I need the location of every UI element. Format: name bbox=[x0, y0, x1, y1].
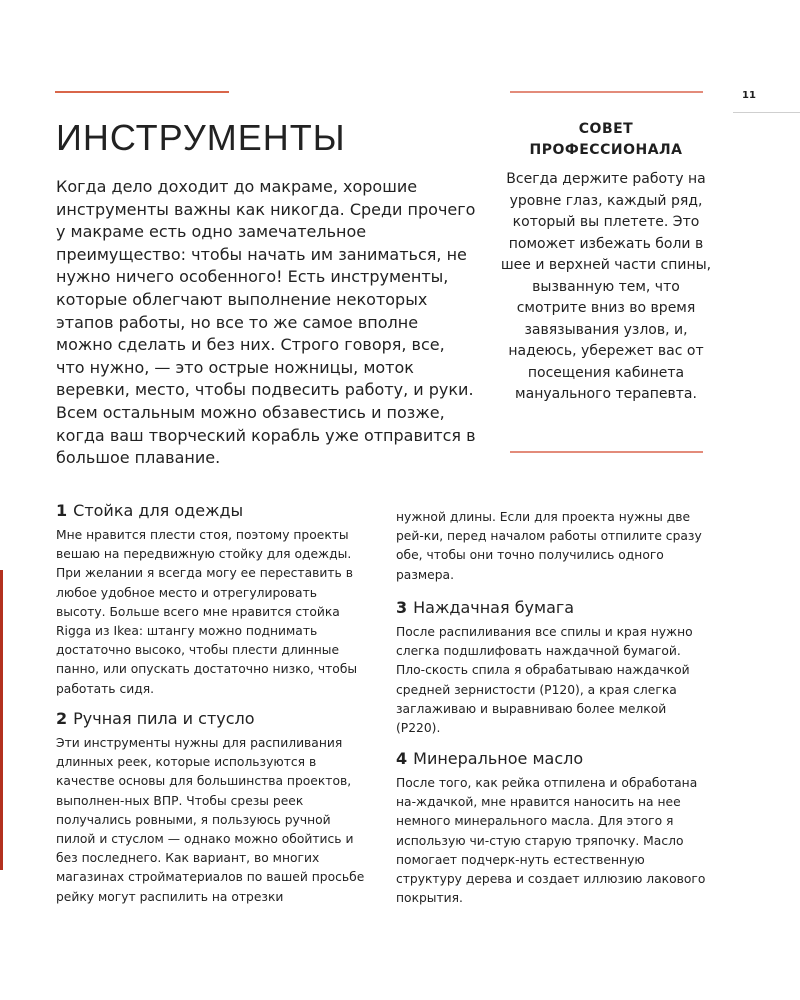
section-hand-saw bbox=[56, 708, 366, 907]
section-hand-saw-continuation bbox=[396, 508, 712, 585]
page-number-rule bbox=[733, 112, 800, 113]
top-left-rule bbox=[55, 91, 229, 93]
section-text: Эти инструменты нужны для распиливания длинных реек, которые используются в качестве основы для большинства проектов, выполнен-ных ВПР. Чтобы срезы реек получались ровными, я пользуюсь ручной пилой и стуслом — однако можно обойтись и без последнего. Как вариант, во многих магазинах стройматериалов по вашей просьбе рейку могут распилить на отрезки bbox=[56, 736, 365, 904]
pro-tip-box bbox=[500, 119, 712, 406]
intro-paragraph: Когда дело доходит до макраме, хорошие инструменты важны как никогда. Среди прочего у макраме есть одно замечательное преимущество: чтобы начать им заниматься, не нужно ничего особенного! Есть инструменты, которые облегчают выполнение некоторых этапов работы, но все то же самое вполне можно сделать и без них. Строго говоря, все, что нужно, — это острые ножницы, моток веревки, место, чтобы подвесить работу, и руки. Всем остальным можно обзавестись и позже, когда ваш творческий корабль уже отправится в большое плавание. bbox=[56, 177, 476, 468]
page-number: 11 bbox=[742, 90, 756, 101]
section-text: Мне нравится плести стоя, поэтому проекты вешаю на передвижную стойку для одежды. При желании я всегда могу ее переставить в любое удобное место и отрегулировать высоту. Больше всего мне нравится стойка Rigga из Ikea: штангу можно поднимать достаточно высоко, чтобы плести длинные панно, или опускать достаточно низко, чтобы работать сидя. bbox=[56, 528, 358, 696]
section-title: Наждачная бумага bbox=[413, 598, 575, 617]
section-clothes-rack bbox=[56, 500, 366, 699]
page-edge-mark bbox=[0, 570, 3, 870]
section-heading bbox=[56, 708, 366, 730]
tip-bottom-rule bbox=[510, 451, 703, 453]
section-number: 2 bbox=[56, 709, 68, 728]
page-title: ИНСТРУМЕНТЫ bbox=[56, 117, 346, 158]
tip-top-rule bbox=[510, 91, 703, 93]
section-heading bbox=[396, 748, 712, 770]
section-title: Ручная пила и стусло bbox=[73, 709, 255, 728]
section-text: После распиливания все спилы и края нужно слегка подшлифовать наждачной бумагой. Пло-скость спила я обрабатываю наждачкой средней зернистости (P120), а края слегка заглаживаю и выравниваю более мелкой (P220). bbox=[396, 625, 693, 736]
section-mineral-oil bbox=[396, 748, 712, 908]
section-number: 1 bbox=[56, 501, 68, 520]
pro-tip-title: СОВЕТ ПРОФЕССИОНАЛА bbox=[529, 121, 683, 158]
pro-tip-text: Всегда держите работу на уровне глаз, каждый ряд, который вы плетете. Это поможет избежать боли в шее и верхней части спины, вызванную тем, что смотрите вниз во время завязывания узлов, и, надеюсь, убережет вас от посещения кабинета мануального терапевта. bbox=[500, 171, 712, 402]
section-sandpaper bbox=[396, 597, 712, 738]
section-title: Стойка для одежды bbox=[73, 501, 244, 520]
section-text: После того, как рейка отпилена и обработана на-ждачкой, мне нравится наносить на нее немного минерального масла. Для этого я использую чи-стую старую тряпочку. Масло помогает подчерк-нуть естественную структуру дерева и создает иллюзию лакового покрытия. bbox=[396, 776, 706, 906]
section-text-continued: нужной длины. Если для проекта нужны две рей-ки, перед началом работы отпилите сразу обе, чтобы они точно получились одного размера. bbox=[396, 510, 702, 582]
section-title: Минеральное масло bbox=[413, 749, 584, 768]
section-heading bbox=[396, 597, 712, 619]
section-number: 3 bbox=[396, 598, 408, 617]
section-number: 4 bbox=[396, 749, 408, 768]
section-heading bbox=[56, 500, 366, 522]
